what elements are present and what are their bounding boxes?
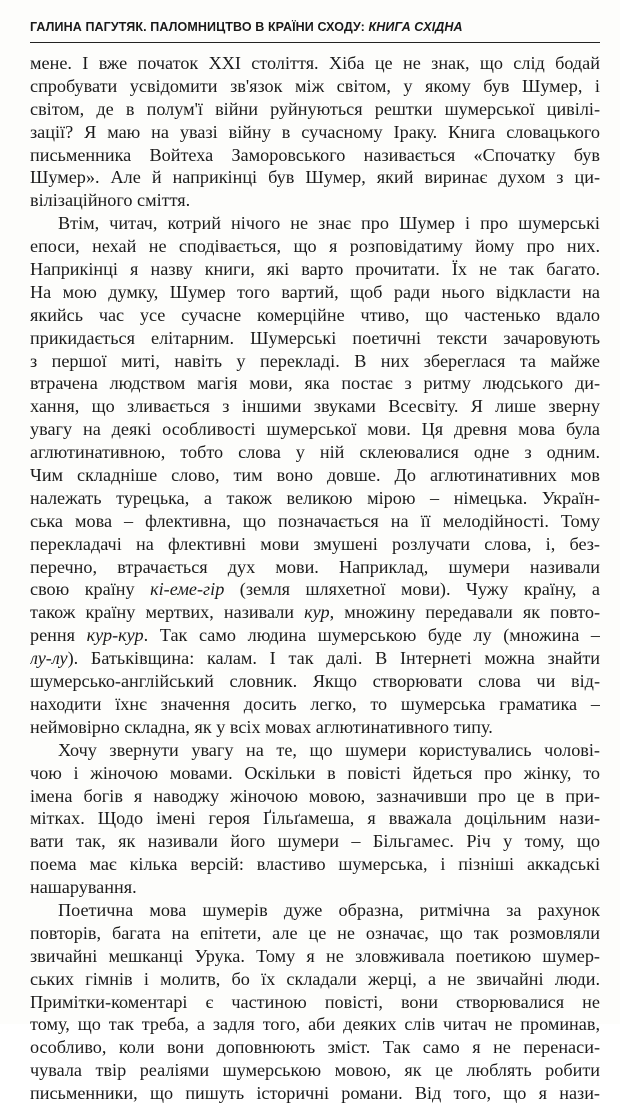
text-line <box>30 144 600 167</box>
line-text: якийсь час усе сучасне комерційне чтиво, що частенько вдало <box>30 304 600 325</box>
line-text: особливо, коли вони доповнюють зміст. Так само я не перенаси- <box>30 1037 600 1058</box>
running-head-author: ГАЛИНА ПАГУТЯК. <box>30 20 147 34</box>
line-text: чою і жіночою мовами. Оскільки в повісті йдеться про жінку, то <box>30 762 600 783</box>
line-text: Наприкінці я назву книги, які варто прочитати. Їх не так багато. <box>30 259 600 280</box>
text-line <box>30 807 600 830</box>
line-text: імена богів я наводжу жіночою мовою, зазначивши про це в при- <box>30 785 600 806</box>
line-text: з першої миті, навіть у перекладі. В них збереглася та майже <box>30 350 600 371</box>
line-text: ська мова – флективна, що позначається на її мелодійності. Тому <box>30 510 600 531</box>
line-text: зації? Я маю на увазі війну в сучасному Іраку. Книга словацького <box>30 121 600 142</box>
text-line <box>30 464 600 487</box>
text-line <box>30 716 600 739</box>
text-line <box>30 166 600 189</box>
text-line <box>30 258 600 281</box>
line-text: аглютинативною, тобто слова у ній склеювалися одне з одним. <box>30 442 600 463</box>
text-line <box>30 1082 600 1105</box>
line-text: Хочу звернути увагу на те, що шумери користувались чолові- <box>58 739 600 760</box>
text-line <box>30 441 600 464</box>
italic-term: кур-кур <box>86 625 144 646</box>
line-text: прикидається елітарним. Шумерські поетичні тексти зачаровують <box>30 327 600 348</box>
line-text: письменника Войтеха Заморовського називається «Спочатку був <box>30 144 600 165</box>
line-text-rest: (земля шляхетної мови). Чужу країну, а <box>224 579 600 600</box>
text-line <box>30 487 600 510</box>
text-line <box>30 945 600 968</box>
text-line <box>30 556 600 579</box>
line-text: повторів, багата на епітети, але це не означає, що так розмовляли <box>30 922 600 943</box>
line-text: також країну мертвих, називали <box>30 602 305 623</box>
line-text: епоси, нехай не сподівається, що я розповідатиму йому про них. <box>30 236 600 257</box>
line-text: мене. І вже початок XXI століття. Хіба це не знак, що слід бодай <box>30 53 600 73</box>
line-text: шумерсько-англійський словник. Якщо створювати слова чи від- <box>30 671 600 692</box>
body-text <box>30 52 600 1105</box>
line-text: Шумер». Але й наприкінці був Шумер, який виринає духом з ци- <box>30 167 600 188</box>
line-text-rest: , множину передавали як повто- <box>329 602 600 623</box>
line-text: письменники, що пишуть історичні романи. Від того, що я нази- <box>30 1083 600 1104</box>
text-line <box>30 670 600 693</box>
line-text: На мою думку, Шумер того вартий, щоб ради нього відкласти на <box>30 281 600 302</box>
text-line <box>30 578 600 601</box>
text-line <box>30 121 600 144</box>
text-line <box>30 876 600 899</box>
text-line <box>30 830 600 853</box>
text-line <box>30 212 600 235</box>
text-line <box>30 739 600 762</box>
line-text: Втім, читач, котрий нічого не знає про Шумер і про шумерські <box>58 213 600 234</box>
text-line <box>30 991 600 1014</box>
line-text: свою країну <box>30 579 151 600</box>
text-line <box>30 327 600 350</box>
line-text: мітках. Щодо імені героя Ґільґамеша, я вважала доцільним нази- <box>30 808 600 829</box>
text-line <box>30 785 600 808</box>
line-text: належать турецька, а також великою мірою – німецька. Україн- <box>30 487 600 508</box>
line-text: вілізаційного сміття. <box>30 190 191 211</box>
text-line <box>30 899 600 922</box>
line-text: ських гімнів і молитв, бо їх складали жерці, а не звичайні люди. <box>30 968 600 989</box>
text-line <box>30 189 600 212</box>
text-line <box>30 372 600 395</box>
line-text: спробувати усвідомити зв'язок між світом, у якому був Шумер, і <box>30 75 600 96</box>
text-line <box>30 693 600 716</box>
running-head-subtitle: КНИГА СХІДНА <box>368 20 463 34</box>
text-line <box>30 1013 600 1036</box>
text-line <box>30 98 600 121</box>
line-text: втрачена людством магія мови, яка постає з ритму людського ди- <box>30 373 600 394</box>
text-line <box>30 1036 600 1059</box>
text-line <box>30 762 600 785</box>
line-text: Поетична мова шумерів дуже образна, ритмічна за рахунок <box>58 899 600 920</box>
line-text: поема має кілька версій: властиво шумерська, і пізніші аккадські <box>30 854 600 875</box>
italic-term: кур <box>304 602 330 623</box>
running-head <box>30 20 600 34</box>
line-text: неймовірно складна, як у всіх мовах аглютинативного типу. <box>30 716 493 737</box>
line-text: Примітки-коментарі є частиною повісті, вони створювалися не <box>30 991 600 1012</box>
text-line <box>30 350 600 373</box>
line-text: світом, де в полум'ї війни руйнуються рештки шумерської цивілі- <box>30 98 600 119</box>
italic-term: кі-еме-гір <box>150 579 225 600</box>
line-text-rest: . Так само людина шумерською буде лу (множина – <box>143 625 600 646</box>
text-line <box>30 395 600 418</box>
line-text: хання, що зливається з іншими звуками Всесвіту. Я лише зверну <box>30 396 600 417</box>
text-line <box>30 52 600 75</box>
text-line <box>30 235 600 258</box>
text-line <box>30 968 600 991</box>
running-head-title: ПАЛОМНИЦТВО В КРАЇНИ СХОДУ: <box>150 20 365 34</box>
line-text: находити їхнє значення досить легко, то шумерська граматика – <box>30 693 600 714</box>
italic-term: лу-лу <box>30 648 68 669</box>
text-line <box>30 1059 600 1082</box>
header-rule <box>30 42 600 43</box>
line-text: рення <box>30 625 87 646</box>
line-text: увагу на деякі особливості шумерської мови. Ця древня мова була <box>30 419 600 440</box>
line-text: перечно, втрачається дух мови. Наприклад, шумери називали <box>30 556 600 577</box>
line-text: вати так, як називали його шумери – Більгамес. Річ у тому, що <box>30 831 600 852</box>
text-line <box>30 533 600 556</box>
text-line <box>30 624 600 647</box>
line-text: нашарування. <box>30 877 137 898</box>
line-text: перекладачі на флективні мови змушені розлучати слова, і, без- <box>30 533 600 554</box>
text-line <box>30 647 600 670</box>
line-text: чувала твір реаліями шумерською мовою, як це люблять робити <box>30 1060 600 1081</box>
text-line <box>30 853 600 876</box>
text-line <box>30 75 600 98</box>
line-text-rest: ). Батьківщина: калам. І так далі. В Інтернеті можна знайти <box>67 648 600 669</box>
line-text: тому, що так треба, а задля того, аби деяких слів читач не проминав, <box>30 1014 600 1035</box>
text-line <box>30 281 600 304</box>
text-line <box>30 304 600 327</box>
line-text: звичайні мешканці Урука. Тому я не зловживала поетикою шумер- <box>30 945 600 966</box>
line-text: Чим складніше слово, тим воно довше. До аглютинативних мов <box>30 465 600 486</box>
text-line <box>30 922 600 945</box>
text-line <box>30 418 600 441</box>
text-line <box>30 601 600 624</box>
text-line <box>30 510 600 533</box>
